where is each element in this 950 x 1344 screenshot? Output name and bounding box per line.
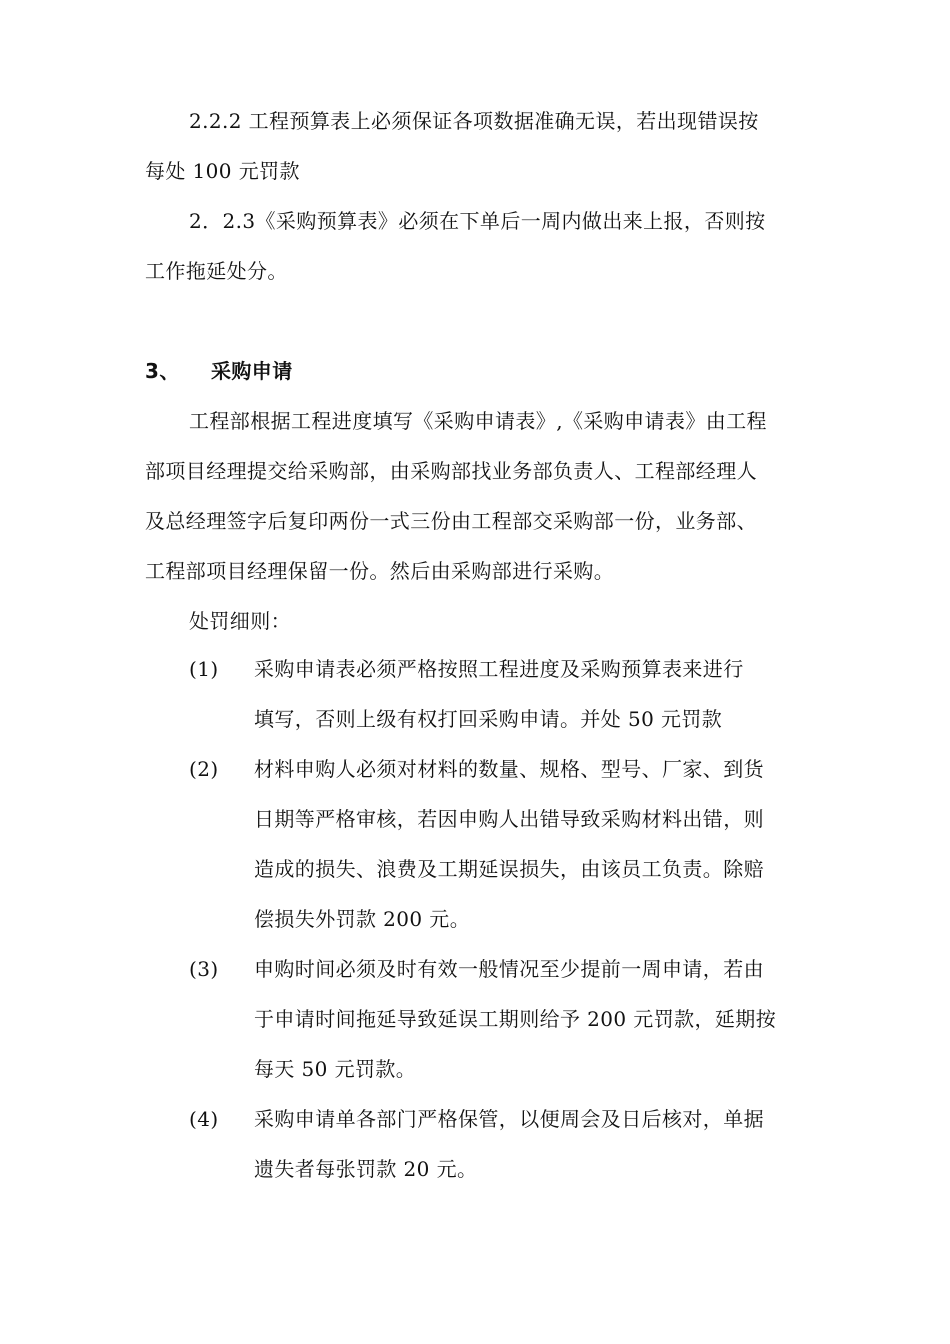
clause-2-2-2-line2: 每处 100 元罚款: [145, 159, 300, 183]
section-3-number: 3、: [145, 359, 180, 383]
paragraph-line: 工程部根据工程进度填写《采购申请表》,《采购申请表》由工程: [189, 409, 767, 433]
item-line: 填写，否则上级有权打回采购申请。并处 50 元罚款: [254, 707, 723, 731]
item-line: 采购申请表必须严格按照工程进度及采购预算表来进行: [254, 657, 744, 681]
paragraph-line: 工程部项目经理保留一份。然后由采购部进行采购。: [145, 559, 615, 583]
item-line: 每天 50 元罚款。: [254, 1057, 417, 1081]
item-line: 遗失者每张罚款 20 元。: [254, 1157, 478, 1181]
item-line: 日期等严格审核，若因申购人出错导致采购材料出错，则: [254, 807, 764, 831]
item-number: (3): [189, 957, 219, 981]
item-line: 采购申请单各部门严格保管，以便周会及日后核对，单据: [254, 1107, 764, 1131]
clause-2-2-3-line1: 2．2.3《采购预算表》必须在下单后一周内做出来上报，否则按: [189, 209, 766, 233]
item-number: (4): [189, 1107, 219, 1131]
item-line: 材料申购人必须对材料的数量、规格、型号、厂家、到货: [254, 757, 764, 781]
item-line: 偿损失外罚款 200 元。: [254, 907, 471, 931]
item-line: 申购时间必须及时有效一般情况至少提前一周申请，若由: [254, 957, 764, 981]
clause-2-2-3-line2: 工作拖延处分。: [145, 259, 288, 283]
item-number: (2): [189, 757, 219, 781]
clause-2-2-2-line1: 2.2.2 工程预算表上必须保证各项数据准确无误，若出现错误按: [189, 109, 759, 133]
item-number: (1): [189, 657, 219, 681]
item-line: 造成的损失、浪费及工期延误损失，由该员工负责。除赔: [254, 857, 764, 881]
paragraph-line: 及总经理签字后复印两份一式三份由工程部交采购部一份，业务部、: [145, 509, 757, 533]
penalty-heading: 处罚细则：: [189, 609, 291, 633]
section-3-title: 采购申请: [211, 359, 293, 383]
item-line: 于申请时间拖延导致延误工期则给予 200 元罚款，延期按: [254, 1007, 777, 1031]
paragraph-line: 部项目经理提交给采购部，由采购部找业务部负责人、工程部经理人: [145, 459, 757, 483]
